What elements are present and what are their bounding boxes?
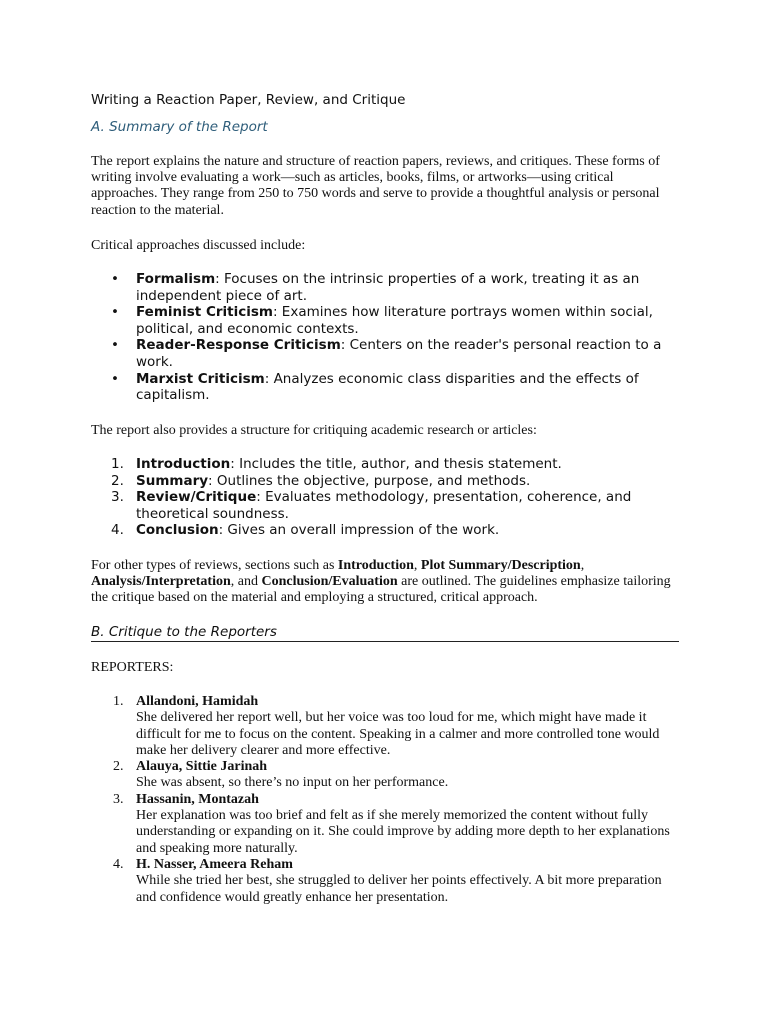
- structure-desc: : Evaluates methodology, presentation, coherence, and theoretical soundness.: [136, 489, 632, 522]
- reporter-comment: She was absent, so there’s no input on her performance.: [136, 775, 449, 791]
- list-number: 2.: [111, 472, 124, 489]
- structure-desc: : Outlines the objective, purpose, and methods.: [208, 472, 531, 489]
- list-item: [91, 271, 681, 304]
- structure-term: Introduction: [136, 456, 231, 472]
- reporters-label: REPORTERS:: [91, 660, 174, 675]
- approach-term: Reader-Response Criticism: [136, 337, 341, 354]
- list-item: [91, 694, 681, 759]
- list-number: 3.: [113, 791, 124, 807]
- approach-desc: : Examines how literature portrays women within social, political, and economic contexts.: [136, 304, 653, 337]
- reporter-name: H. Nasser, Ameera Reham: [136, 856, 293, 872]
- list-item: [91, 456, 681, 473]
- list-item: [91, 371, 681, 404]
- bullet-icon: •: [111, 304, 119, 321]
- structure-term: Conclusion: [136, 522, 219, 539]
- list-item: [91, 792, 681, 857]
- bullet-icon: •: [111, 271, 119, 287]
- bold-term: Plot Summary/Description: [420, 558, 581, 573]
- approach-desc: : Analyzes economic class disparities and the effects of capitalism.: [136, 370, 639, 404]
- document-title: Writing a Reaction Paper, Review, and Critique: [91, 92, 406, 108]
- list-item: [91, 304, 681, 337]
- list-number: 4.: [111, 522, 124, 539]
- reporter-name: Allandoni, Hamidah: [136, 694, 259, 709]
- section-b-heading: B. Critique to the Reporters: [91, 624, 679, 642]
- text-run: , and: [230, 574, 262, 590]
- other-reviews-paragraph: [91, 558, 681, 607]
- bold-term: Conclusion/Evaluation: [261, 574, 398, 590]
- text-run: ,: [580, 558, 585, 573]
- list-number: 1.: [111, 456, 124, 472]
- structure-intro: The report also provides a structure for critiquing academic research or articles:: [91, 423, 537, 438]
- reporters-list: [91, 694, 681, 906]
- section-a-heading: A. Summary of the Report: [91, 119, 268, 135]
- text-run: For other types of reviews, sections such as: [91, 558, 338, 573]
- reporter-name: Alauya, Sittie Jarinah: [136, 759, 268, 775]
- text-run: ,: [413, 558, 421, 573]
- text-run: are outlined. The guidelines emphasize tailoring the critique based on the material and employing a structured, critical approach.: [91, 574, 671, 606]
- critical-approaches-list: [91, 271, 681, 404]
- list-number: 4.: [113, 856, 124, 872]
- list-item: [91, 857, 681, 906]
- summary-paragraph: The report explains the nature and structure of reaction papers, reviews, and critiques. These forms of writing involve evaluating a work—such as articles, books, films, or artworks—using critical approaches. They range from 250 to 750 words and serve to provide a thoughtful analysis or personal reaction to the material.: [91, 154, 660, 218]
- bold-term: Analysis/Interpretation: [91, 574, 231, 590]
- reporter-comment: While she tried her best, she struggled to deliver her points effectively. A bit more preparation and confidence would greatly enhance her presentation.: [136, 873, 662, 905]
- bullet-icon: •: [111, 337, 119, 354]
- structure-term: Review/Critique: [136, 489, 257, 506]
- bullet-icon: •: [111, 370, 119, 387]
- approach-desc: : Focuses on the intrinsic properties of a work, treating it as an independent piece of art.: [136, 271, 640, 304]
- structure-desc: : Gives an overall impression of the work.: [218, 522, 500, 539]
- list-item: [91, 759, 681, 792]
- list-item: [91, 522, 681, 539]
- reporter-comment: Her explanation was too brief and felt as if she merely memorized the content without fully understanding or expanding on it. She could improve by adding more depth to her explanations and speaking more naturally.: [136, 808, 670, 856]
- approach-term: Marxist Criticism: [136, 370, 265, 387]
- list-number: 1.: [113, 694, 124, 709]
- critical-approaches-intro: Critical approaches discussed include:: [91, 238, 306, 253]
- list-number: 2.: [113, 759, 124, 775]
- bold-term: Introduction: [337, 558, 414, 573]
- list-item: [91, 473, 681, 490]
- structure-term: Summary: [136, 472, 209, 489]
- list-item: [91, 337, 681, 370]
- critique-structure-list: [91, 456, 681, 539]
- structure-desc: : Includes the title, author, and thesis statement.: [230, 456, 562, 472]
- reporter-comment: She delivered her report well, but her voice was too loud for me, which might have made it difficult for me to focus on the content. Speaking in a calmer and more controlled tone would make her delivery clearer and more effective.: [136, 710, 660, 758]
- approach-term: Feminist Criticism: [136, 304, 273, 321]
- reporter-name: Hassanin, Montazah: [136, 791, 259, 807]
- list-item: [91, 489, 681, 522]
- approach-term: Formalism: [136, 271, 216, 287]
- list-number: 3.: [111, 489, 124, 506]
- approach-desc: : Centers on the reader's personal reaction to a work.: [136, 337, 662, 370]
